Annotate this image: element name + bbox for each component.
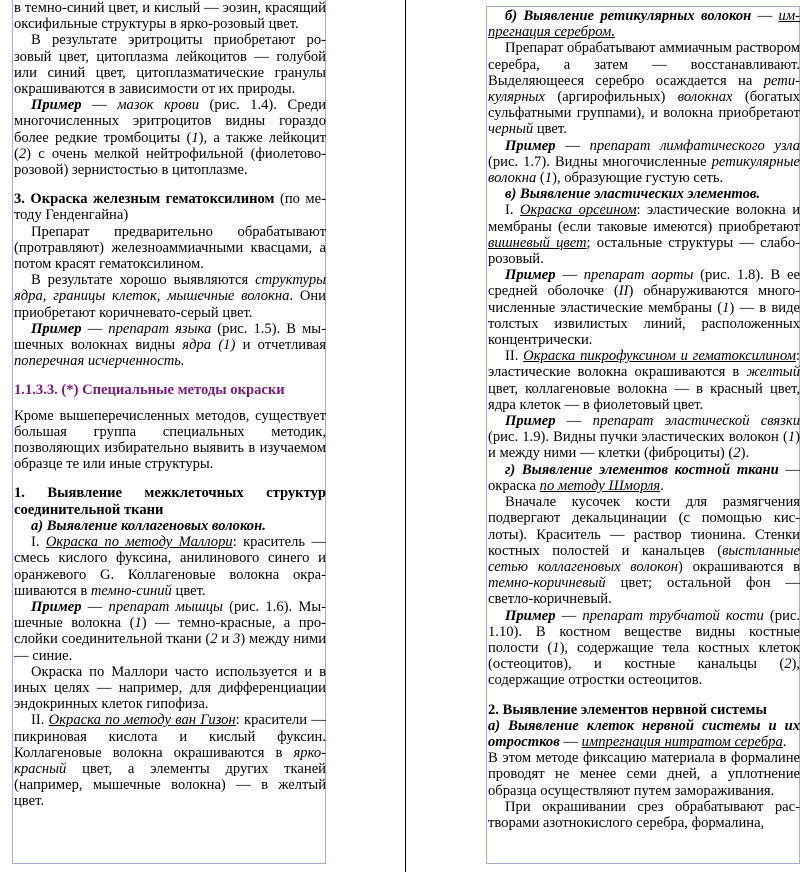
text-run: в темно-синий цвет, и кислый — эозин, красящий оксифильные структуры в ярко-розовый цвет. — [14, 0, 326, 33]
text-run: . — [782, 733, 787, 750]
text-run: препарат трубчатой кости — [582, 607, 764, 624]
text-run: — — [778, 461, 800, 478]
text-run: Пример — [31, 97, 82, 114]
paragraph — [488, 267, 800, 348]
text-run: : эластические волокна и мембраны (если таковые имеются) приобретают — [488, 202, 800, 235]
left-page — [0, 0, 400, 872]
paragraph — [14, 518, 326, 534]
right-page — [420, 0, 812, 872]
text-run: темно-синий — [90, 582, 172, 599]
text-run: II. — [505, 348, 524, 365]
text-run: черный — [488, 121, 534, 138]
text-run: (рис. 1.4). Среди многочисленных эритроцитов видны гораздо более редкие тромбоциты ( — [14, 97, 327, 146]
text-run: Пример — [31, 320, 82, 337]
paragraph — [488, 8, 800, 40]
text-run: ). — [740, 445, 750, 462]
text-run: 2 — [210, 631, 218, 648]
spacer — [14, 178, 326, 191]
text-run: препарат лимфатического узла — [589, 137, 800, 154]
text-run: — — [81, 320, 109, 337]
text-run: (аргирофильных) — [544, 89, 678, 106]
text-run: препарат языка — [108, 320, 212, 337]
text-run: импрегнация серебром. — [488, 8, 801, 41]
paragraph — [488, 348, 800, 413]
paragraph — [488, 202, 800, 267]
text-run: Окраска пикрофуксином и гематоксилином — [523, 348, 796, 365]
text-run: в) Выявление эластических элементов. — [505, 186, 761, 203]
paragraph — [14, 712, 326, 809]
text-run: препарат эластической связки — [592, 413, 800, 430]
paragraph — [14, 272, 326, 321]
text-run: Окраска по Маллори часто используется и в иных целях — например, для дифференциации эндокринных клеток гипофиза. — [14, 663, 326, 713]
text-run: . — [660, 477, 664, 494]
text-run: В результате эритроциты приобретают розовый цвет, цитоплазма лейкоцитов — голубой или синий цвет, цитоплазматические гранулы окрашиваются в зависимости от их природы. — [14, 32, 326, 98]
text-run: 2 — [784, 656, 792, 673]
text-run: (рис. 1.9). Видны пучки эластических волокон ( — [488, 429, 788, 446]
text-run: Окраска по методу ван Гизон — [48, 712, 236, 729]
text-run: волокнах — [677, 89, 733, 106]
text-run: I. — [31, 534, 46, 551]
paragraph — [488, 462, 800, 494]
text-run: выстланные сетью коллагеновых волокон — [488, 542, 800, 575]
text-run: ) обнаруживаются многочисленные эластические мембраны ( — [488, 283, 800, 316]
text-run: ) окрашиваются в — [678, 558, 801, 575]
text-run: Препарат предварительно обрабатывают (протравляют) железноаммиачными квасцами, а потом красят гематоксилином. — [14, 223, 326, 273]
text-run: ) — темно-красные, а прослойки соединительной ткани ( — [14, 615, 326, 648]
text-run: окраска — [488, 477, 540, 494]
text-run: ) между ними — синие. — [14, 631, 327, 664]
text-run: Пример — [505, 413, 556, 430]
paragraph — [14, 191, 326, 223]
text-run: поперечная исчерченность. — [14, 353, 185, 370]
text-run: — — [555, 137, 590, 154]
text-run: и — [217, 631, 234, 648]
paragraph — [14, 408, 326, 473]
text-run: цвет. — [533, 121, 567, 138]
text-run: : краситель — смесь кислого фуксина, анилинового синего и оранжевого G. Коллагеновые волокна окрашиваются в — [14, 534, 326, 599]
paragraph — [488, 138, 800, 187]
text-run: темно-коричневый — [488, 575, 606, 592]
text-run: ретикулярные волокна — [488, 153, 800, 187]
text-run: II. — [31, 712, 49, 729]
text-run: Пример — [505, 267, 556, 284]
page-divider — [405, 0, 406, 872]
text-run: ), содержащие тела костных клеток (остеоцитов), и костные канальцы ( — [488, 639, 801, 673]
text-run: Пример — [505, 607, 556, 624]
text-run: цвет, а элементы других тканей (например, мышечные волокна) — в желтый цвет. — [14, 760, 326, 810]
text-run: 2. Выявление элементов нервной системы — [488, 701, 767, 718]
text-run: ) и между ними — клетки (фиброциты) ( — [488, 429, 800, 462]
paragraph — [14, 534, 326, 599]
text-run: импрегнация нитратом серебра — [581, 733, 783, 750]
text-run: — — [81, 97, 118, 114]
text-run: ) с очень мелкой нейтрофильной (фиолетово-розовой) зернистостью в цитоплазме. — [14, 145, 326, 179]
text-run: — — [559, 733, 582, 750]
paragraph — [488, 799, 800, 831]
text-run: (рис. 1.5). В мышечных волокнах видны — [14, 320, 326, 354]
text-run: — — [555, 607, 583, 624]
text-run: 1. Выявление межклеточных структур соединительной ткани — [14, 485, 326, 518]
section-title: 1.1.3.3. (*) Специальные методы окраски — [14, 382, 285, 399]
paragraph — [14, 485, 326, 517]
paragraph — [488, 186, 800, 202]
text-run: цвет; остальной фон — светло-коричневый. — [488, 575, 800, 608]
spacer — [14, 369, 326, 382]
text-run: Препарат обрабатывают аммиачным раствором серебра, а затем — восстанавливают. Выделяющееся серебро осаждается на — [488, 40, 800, 89]
text-run: 1 — [544, 170, 553, 187]
paragraph — [14, 224, 326, 273]
text-run: ), образующие густую сеть. — [552, 170, 724, 187]
text-run: ), а также лейкоцит ( — [14, 129, 326, 162]
text-run: — — [81, 598, 109, 615]
text-run: II — [618, 283, 629, 300]
spacer — [14, 472, 326, 485]
text-run: препарат мышцы — [108, 598, 223, 615]
text-run: препарат аорты — [583, 267, 694, 284]
text-run: цвет, коллагеновые волокна — в красный цвет, ядра клеток — в фиолетовый цвет. — [488, 380, 800, 413]
text-run: желтый — [746, 364, 800, 381]
text-run: (рис. 1.7). Видны многочисленные — [488, 153, 712, 170]
text-run: 1 — [722, 299, 730, 316]
text-run: В результате хорошо выявляются — [31, 272, 256, 289]
text-run: ядра (1) — [182, 337, 236, 354]
text-run: : эластические волокна окрашиваются в — [488, 348, 800, 381]
text-run: 2 — [733, 445, 741, 462]
paragraph — [14, 32, 326, 97]
text-run: б) Выявление ретикулярных волокон — [505, 8, 752, 24]
right-text-frame — [486, 6, 800, 864]
text-run: — — [555, 413, 593, 430]
text-run: (по методу Генденгайна) — [14, 191, 326, 224]
text-run: Вначале кусочек кости для размягчения подвергают декальцинации (с помощью кислоты). Краситель — раствор тионина. Стенки костных полостей и канальцев ( — [488, 494, 800, 559]
text-run: ), содержащие отростки остеоцитов. — [488, 656, 800, 689]
text-run: 1 — [191, 129, 199, 146]
text-run: 2 — [18, 145, 27, 162]
text-run: (рис. 1.8). В ее средней оболочке ( — [488, 267, 800, 300]
text-run: структуры ядра, границы клеток, мышечные волокна — [14, 272, 326, 305]
text-run: — — [751, 8, 779, 24]
text-run: (рис. 1.10). В костном веществе видны костные полости ( — [488, 607, 801, 656]
text-run: При окрашивании срез обрабатывают растворами азотнокислого серебра, формалина, — [488, 798, 800, 831]
paragraph — [14, 599, 326, 664]
text-run: (богатых сульфатными группами), и волокна приобретают — [488, 89, 801, 122]
text-run: ретикулярных — [488, 72, 800, 106]
spacer — [488, 689, 800, 702]
left-text-column — [14, 0, 326, 810]
text-run: Кроме вышеперечисленных методов, существует большая группа специальных методик, позволяющих избирательно выявить в изучаемом образце те или иные структуры. — [14, 407, 326, 473]
text-run: а) Выявление клеток нервной системы и их отростков — [488, 717, 800, 750]
text-run: цвет. — [171, 582, 206, 599]
text-run: : красители — пикриновая кислота и кислый фуксин. Коллагеновые волокна окрашиваются в — [14, 712, 326, 761]
text-run: а) Выявление коллагеновых волокон. — [31, 517, 266, 534]
text-run: I. — [505, 202, 520, 219]
paragraph — [488, 718, 800, 750]
text-run: по методу Шморля — [539, 477, 661, 494]
text-run: — — [555, 267, 584, 284]
text-run: В этом методе фиксацию материала в формалине проводят не менее семи дней, а уплотнение образца осуществляют путем замораживания. — [488, 750, 800, 799]
text-run: Пример — [505, 137, 556, 154]
text-run: ; остальные структуры — слабо-розовый. — [488, 234, 800, 268]
text-run: Окраска по методу Маллори — [45, 534, 233, 551]
text-run: г) Выявление элементов костной ткани — [505, 461, 779, 478]
text-run: Окраска орсеином — [519, 202, 637, 219]
text-run: (рис. 1.6). Мышечные волокна ( — [14, 598, 326, 632]
text-run: 1 — [552, 639, 560, 656]
text-run: мазок крови — [117, 97, 200, 114]
right-text-column — [488, 8, 800, 831]
paragraph — [14, 97, 326, 178]
paragraph — [488, 494, 800, 607]
text-run: ( — [536, 170, 545, 187]
paragraph — [14, 0, 326, 32]
paragraph — [488, 750, 800, 799]
text-run: вишневый цвет — [488, 234, 587, 251]
paragraph — [488, 702, 800, 718]
text-run: 1 — [787, 429, 796, 446]
paragraph — [488, 40, 800, 137]
text-run: ярко-красный — [14, 744, 326, 777]
text-run: Пример — [31, 598, 82, 615]
text-run: ) — в виде толстых извилистых линий, расположенных концентрически. — [488, 299, 800, 349]
paragraph — [488, 608, 800, 689]
spacer — [14, 399, 326, 408]
paragraph — [14, 321, 326, 370]
paragraph — [488, 413, 800, 462]
text-run: 3. Окраска железным гематоксилином — [14, 191, 275, 208]
text-run: 3 — [233, 631, 241, 648]
text-run: 1 — [134, 615, 142, 632]
left-text-frame — [12, 0, 326, 864]
text-run: . Они приобретают коричневато-серый цвет. — [14, 288, 326, 321]
text-run: и отчетливая — [235, 337, 326, 354]
paragraph — [14, 664, 326, 713]
